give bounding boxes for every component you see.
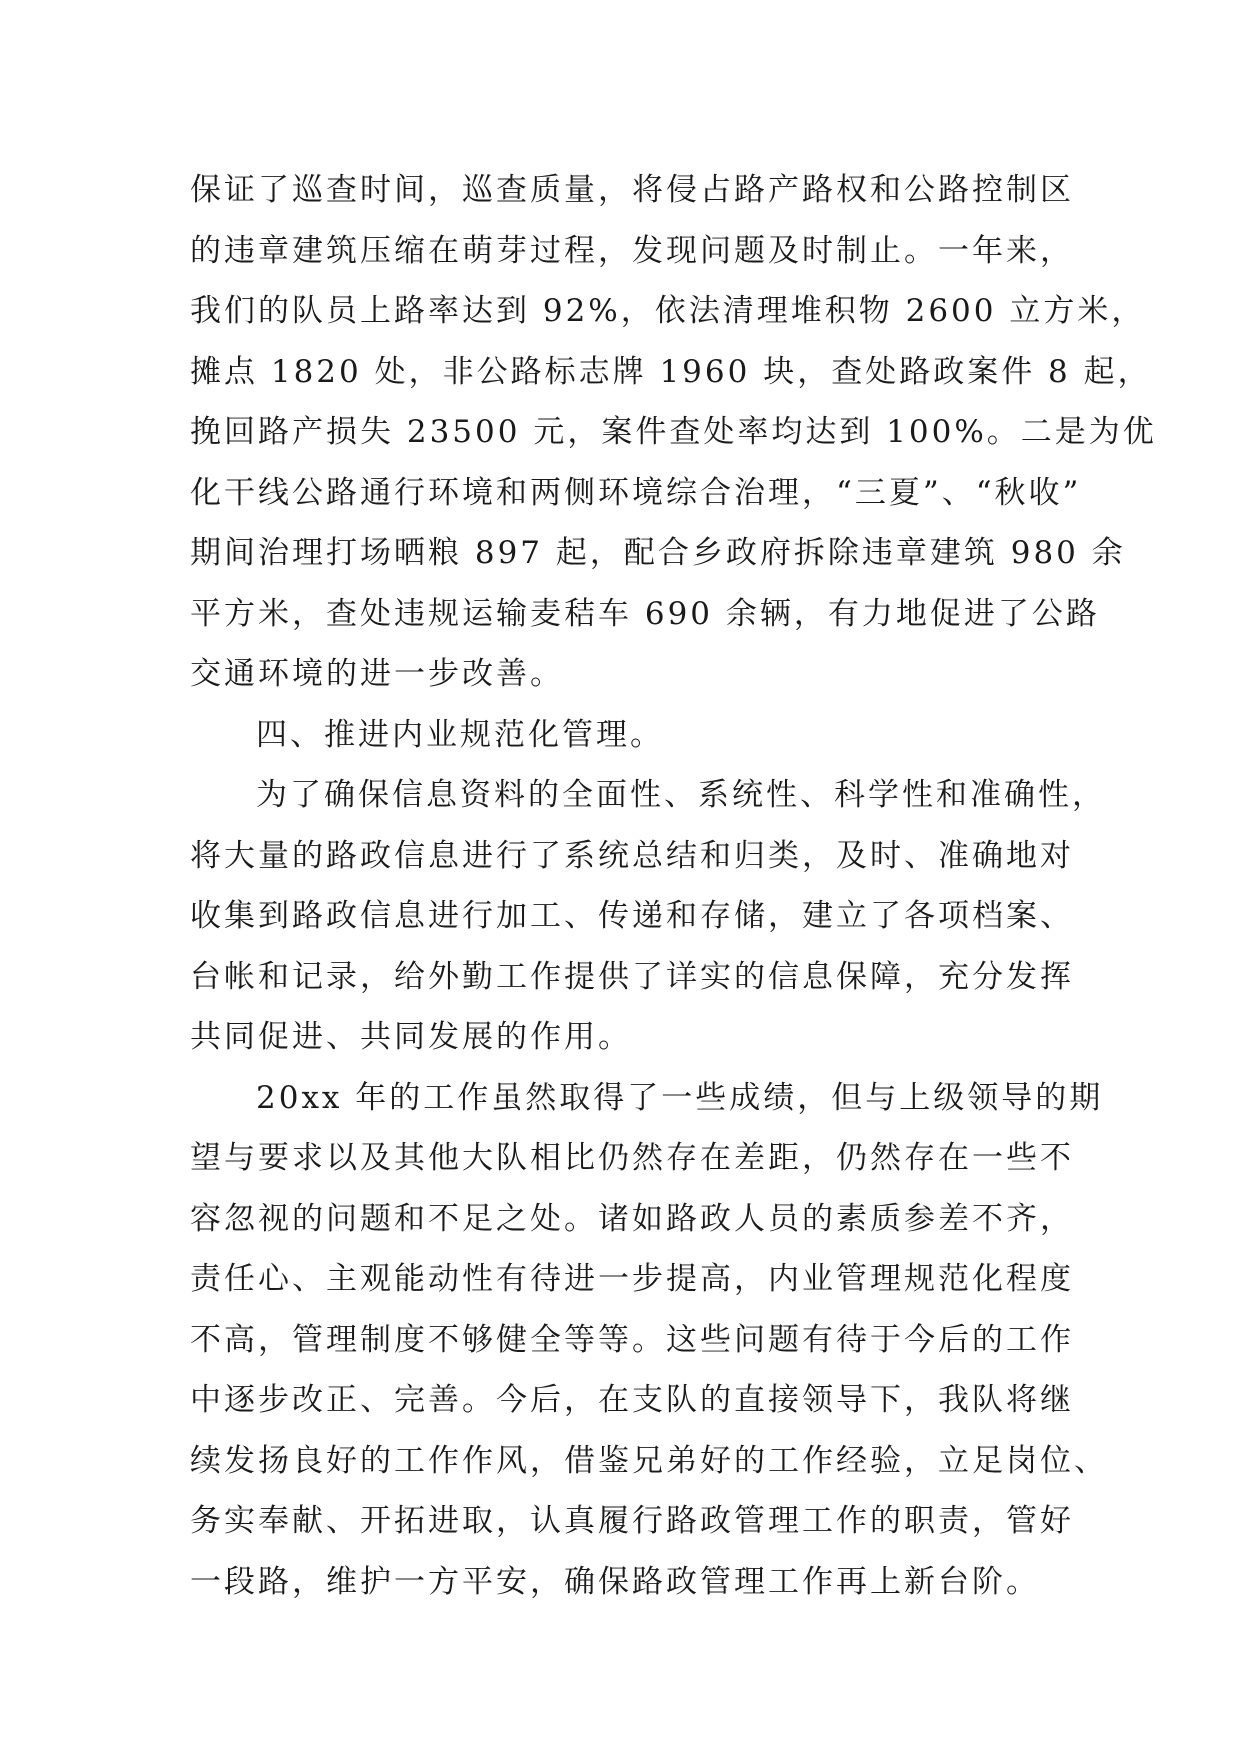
text-line: 一段路，维护一方平安，确保路政管理工作再上新台阶。 [190,1563,1040,1600]
section-heading: 四、推进内业规范化管理。 [256,716,664,753]
text-line: 期间治理打场晒粮 897 起，配合乡政府拆除违章建筑 980 余 [190,535,1126,571]
text-line: 务实奉献、开拓进取，认真履行路政管理工作的职责，管好 [190,1503,1074,1539]
paragraph-start-line: 为了确保信息资料的全面性、系统性、科学性和准确性， [256,777,1106,813]
text-line: 的违章建筑压缩在萌芽过程，发现问题及时制止。一年来， [190,232,1074,269]
text-line: 责任心、主观能动性有待进一步提高，内业管理规范化程度 [190,1261,1074,1297]
text-line: 摊点 1820 处，非公路标志牌 1960 块，查处路政案件 8 起， [190,353,1152,390]
text-line: 交通环境的进一步改善。 [190,656,564,692]
text-line: 不高，管理制度不够健全等等。这些问题有待于今后的工作 [190,1321,1074,1358]
text-line: 保证了巡查时间，巡查质量，将侵占路产路权和公路控制区 [190,172,1074,208]
text-line: 将大量的路政信息进行了系统总结和归类，及时、准确地对 [190,837,1074,874]
text-line: 收集到路政信息进行加工、传递和存储，建立了各项档案、 [190,898,1074,934]
document-body [190,160,1157,1612]
paragraph-start-line: 20xx 年的工作虽然取得了一些成绩，但与上级领导的期 [256,1079,1104,1116]
text-line: 中逐步改正、完善。今后，在支队的直接领导下，我队将继 [190,1382,1074,1418]
text-line: 望与要求以及其他大队相比仍然存在差距，仍然存在一些不 [190,1140,1074,1176]
text-line: 挽回路产损失 23500 元，案件查处率均达到 100%。二是为优 [190,414,1157,450]
text-line: 容忽视的问题和不足之处。诸如路政人员的素质参差不齐， [190,1200,1074,1237]
text-line: 续发扬良好的工作作风，借鉴兄弟好的工作经验，立足岗位、 [190,1442,1108,1479]
text-line: 共同促进、共同发展的作用。 [190,1019,632,1055]
text-line: 平方米，查处违规运输麦秸车 690 余辆，有力地促进了公路 [190,595,1100,632]
text-line: 台帐和记录，给外勤工作提供了详实的信息保障，充分发挥 [190,958,1074,995]
text-line: 我们的队员上路率达到 92%，依法清理堆积物 2600 立方米， [190,293,1146,329]
text-line: 化干线公路通行环境和两侧环境综合治理，“三夏”、“秋收” [190,474,1082,511]
